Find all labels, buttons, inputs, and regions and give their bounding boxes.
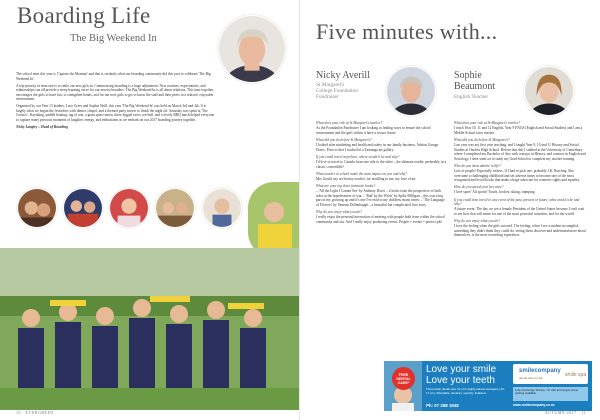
ad-website-link[interactable]: www.smilecompany.co.nz: [513, 403, 555, 407]
collage-photo-3: [109, 188, 149, 228]
smile-company-ad[interactable]: [384, 361, 592, 411]
interview-answer: I really enjoy the personal interaction of meeting with people both from within the school community and out. And I really enjoy producing events. People + events = perfect job!: [316, 215, 445, 224]
collage-photo-1: [17, 188, 57, 228]
interview-answer: A future event. The day we see a female President of the United States because I can't wait to see how that will mean for one of the most powerful countries, and for the world.: [454, 207, 585, 216]
paragraph-intro: The school term this year is 'Capture the Moment' and that is certainly what our boarding community did this year to celebrate 'The Big Weekend In'.: [16, 72, 211, 81]
left-folio: 10 EVERGREEN: [16, 410, 54, 415]
smilecompany-logo: smilecompany: [519, 368, 561, 374]
interview-answer: Mrs Gould, my art history teacher, for instilling in me, my love of art.: [316, 176, 417, 181]
boarding-life-subheading: The Big Weekend In: [70, 33, 157, 44]
interview-question: Who do you most admire in life?: [454, 163, 501, 168]
person2-role: English Teacher: [454, 94, 489, 100]
five-minutes-heading: Five minutes with...: [316, 19, 498, 44]
interview-answer: – 'All the Light I Cannot See' by Anthony Doerr – it looks from the perspective of both sides at the hopelessness of war. – 'Bad' by the Witch' by Spike Milligan – this was a big part of my growing up and it's one I've read to my children, many times. – 'The Language of Flowers' by Vanessa Diffenbaugh – a beautiful but complicated love story.: [316, 189, 445, 207]
person1-portrait: [386, 66, 436, 116]
interview-question: Why do you enjoy what you do?: [316, 209, 362, 214]
boarding-life-heading: Boarding Life: [17, 3, 151, 28]
interview-answer: I love the feeling when the girls succeed. The feeling, when I see a student accomplish something they didn't think they could do, seeing them discover and understand more about themselves, is the most rewarding experience.: [454, 224, 586, 238]
group-photo: [0, 248, 300, 410]
interview-question: What did you do before St Margaret's?: [316, 137, 372, 142]
interview-answer: I love sport! All sports! Touch, hockey, skiing, tramping.: [454, 190, 536, 195]
collage-photo-5: [202, 188, 242, 228]
ad-body: Three basic dental care for your highly-trained teenagers (13-17 yrs). Affordable, dentistry, expertly, finalised.: [426, 387, 505, 395]
interview-answer: Last year was my first year teaching, and I taught Year 9, 10 and 11 History and Social Studies at Onslow High School. Before that did, I studied at the University of Canterbury where I completed my Bachelor of Arts with a major in History, and a minor in English and Sociology. I then went on to study my Grad School to complete my teacher training.: [454, 143, 586, 161]
interview-question: What does your role at St Margaret's involve?: [454, 121, 521, 125]
collage-photo-4: [155, 188, 195, 228]
paragraph-event: Organised by our Year 13 leaders, Lucy Greer and Sophia Neill, this year 'The Big Weekend In' was held on March 3rd and 4th. It is largely what we began the festivities with dinner, chapel, and a themed party movie to finish the night off. Saturday was spent at 'The Grotto's'. Kayaking, paddle boating, tug of war, a giant space moon, three legged races, tee-ball, and a lovely BBQ lunch helped everyone to capture many precious moments of laughter, energy, and enthusiasm as we embark on our 2017 boarding journey together.: [16, 104, 215, 122]
smilecompany-tagline: dental care for life: [519, 376, 543, 380]
person1-role-line1: St Margaret's: [316, 82, 345, 88]
article-signature: Nicky Langley – Head of Boarding: [16, 124, 68, 129]
interview-question: What teacher in school made the most impact on you and why?: [316, 171, 407, 176]
interview-question: If you could travel anywhere, where would it be and why?: [316, 154, 400, 159]
collage-photo-6: [248, 182, 300, 258]
person1-role-line2: College Foundation: [316, 88, 358, 94]
interview-question: What did you do before St Margaret's?: [454, 137, 510, 142]
interview-answer: I looked after marketing and health and safety in our family business, Ashton Garage Doors. Prior to that I worked in a Tauranga art gallery.: [316, 143, 439, 152]
collage-photo-2: [63, 188, 103, 228]
interview-question: How do you spend your free time?: [454, 185, 504, 190]
ad-address-box: [513, 387, 588, 401]
right-folio: AUTUMN 2017 11: [544, 410, 586, 415]
person1-role-line3: Fundraiser: [316, 94, 339, 100]
ad-headline-1: Love your smile: [426, 364, 497, 375]
interview-question: Why do you enjoy what you do?: [454, 218, 500, 223]
free-dental-badge: FREE DENTAL CARE*: [392, 367, 415, 390]
ad-phone[interactable]: Ph: 07 268 1948: [426, 403, 459, 408]
interview-question: What does your role at St Margaret's involve?: [316, 121, 383, 125]
smile-spa-logo: smile spa: [565, 372, 587, 378]
interview-question: What are your top three favourite books?: [316, 184, 376, 189]
right-page: [300, 0, 600, 420]
ad-address: 1/4a Cambridge Terrace, On with and simple street parking available.: [515, 387, 579, 395]
head-of-boarding-portrait: [218, 15, 286, 83]
ad-headline-2: Love your teeth: [426, 375, 495, 386]
person1-interview: [316, 121, 448, 357]
boarding-article: [16, 72, 216, 132]
interview-answer: Lots of people! Especially writers. If I had to pick one, probably J.K. Rowling. She overcame a challenging childhood and set adverse times to become one of the most recognised and loved books that make a huge advocate for women's rights and equality.: [454, 169, 580, 183]
person2-name-line1: Sophie: [454, 70, 482, 81]
ad-logo-panel: [513, 364, 588, 384]
paragraph-settling: A trip-priority in term one is to settle our new girls in. Commencing boarding is a huge adjustment. New routines, expectations, and relationships can all provide a steep learning curve for our newest boarders. The Big Weekend In is all about relations. This time together, encourages the girls to have fun, to strengthen bonds, and for our new girls to get to know the staff and their peers in a relaxed, enjoyable environment.: [16, 83, 215, 102]
person1-name: Nicky Averill: [316, 70, 370, 81]
person2-name-line2: Beaumont: [454, 81, 496, 92]
interview-answer: As the Foundation Fundraiser I am looking at finding ways to ensure the school environment and the girls within it have a secure future.: [316, 126, 431, 135]
portrait-photo: [219, 16, 285, 82]
interview-question: If you could time travel to any event of the past, present or future, what would it be and why?: [454, 197, 580, 207]
person2-interview: [454, 121, 586, 357]
interview-answer: I teach Year 10, 11 and 12 English, Year 9 ENGS (English and Social Studies) and I am a Middle School tutor teacher.: [454, 126, 583, 135]
person2-portrait: [524, 66, 574, 116]
interview-answer: I'd love to travel to Canada from one side to the other – the ultimate roadie, preferably in a classic convertible!: [316, 160, 447, 169]
